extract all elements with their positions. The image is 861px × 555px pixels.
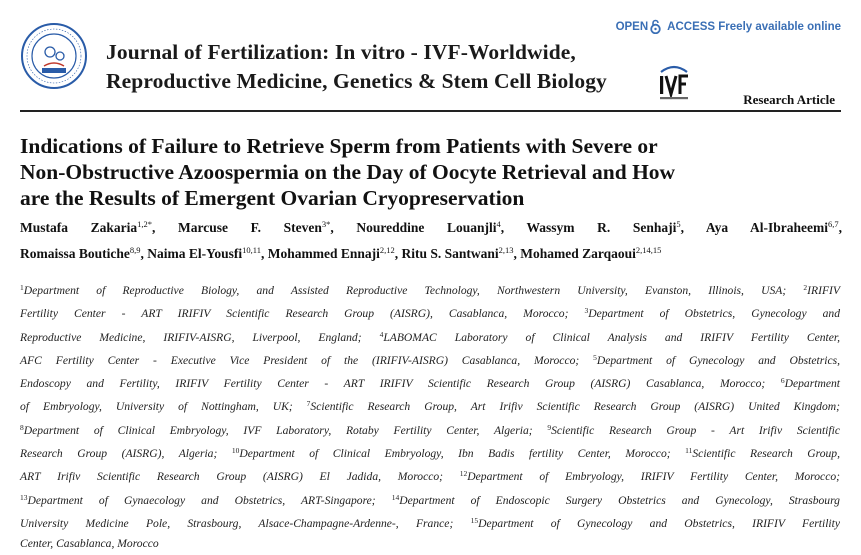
author-affiliation-marker: 1,2* — [137, 219, 152, 229]
affiliation-text: Department — [784, 377, 840, 391]
author-name: Ritu S. Santwani — [401, 246, 499, 261]
author-name: Mohamed Zarqaoui — [520, 246, 636, 261]
author-separator: , — [330, 220, 357, 235]
author-affiliation-marker: 3* — [321, 219, 331, 229]
affiliation-text: Scientific Research Group - Art Irifiv Scientific — [551, 423, 840, 437]
author-affiliation-marker: 2,13 — [498, 245, 514, 255]
affiliation-number: 14 — [391, 492, 400, 502]
open-access-lock-icon — [650, 19, 661, 34]
affiliation-text: Department of Clinical Embryology, IVF Laboratory, Rotaby Fertility Center, Algeria; — [23, 423, 548, 437]
author-line — [20, 213, 842, 239]
affiliation-text: Endoscopy and Fertility, IRIFIV Fertility Center - ART IRIFIV Scientific Research Group (AISRG) Casablanca, Morocco; — [20, 377, 781, 391]
author-name: Naima El-Yousfi — [147, 246, 243, 261]
affiliation-text: Scientific Research Group, Art Irifiv Scientific Research Group (AISRG) United Kingdom; — [310, 400, 840, 414]
open-access-prefix: OPEN — [615, 20, 649, 33]
affiliation-text: Department of Gynecology and Obstetrics, — [596, 353, 841, 367]
affiliation-text: AFC Fertility Center - Executive Vice President of the (IRIFIV-AISRG) Casablanca, Morocco; — [20, 353, 594, 367]
affiliation-text: Center, Casablanca, Morocco — [20, 537, 159, 551]
affiliation-text: IRIFIV — [807, 284, 840, 297]
affiliation-text: Department of Gynecology and Obstetrics, IRIFIV Fertility — [478, 516, 841, 530]
affiliation-line — [20, 488, 840, 511]
affiliation-line — [20, 464, 840, 487]
affiliation-number: 8 — [20, 422, 24, 432]
affiliation-line — [20, 394, 840, 417]
affiliation-number: 7 — [306, 399, 311, 409]
affiliation-line — [20, 418, 840, 441]
author-affiliation-marker: 2,12 — [379, 245, 395, 255]
affiliation-text: ART Irifiv Scientific Research Group (AISRG) El Jadida, Morocco; — [20, 470, 460, 484]
affiliation-number: 13 — [20, 492, 28, 502]
author-separator: , — [513, 246, 521, 261]
author-name: Wassym R. Senhaji — [526, 220, 677, 235]
author-separator: , — [260, 246, 268, 261]
article-type-label: Research Article — [743, 92, 835, 107]
affiliation-line — [20, 325, 840, 348]
affiliation-line — [20, 371, 840, 394]
affiliation-text: Department of Obstetrics, Gynecology and — [588, 307, 840, 321]
affiliation-number: 10 — [231, 446, 240, 456]
author-affiliation-marker: 6,7 — [827, 219, 839, 229]
affiliation-text: Fertility Center - ART IRIFIV Scientific Research Group (AISRG), Casablanca, Morocco; — [20, 307, 585, 321]
author-name: Noureddine Louanjli — [356, 220, 497, 235]
author-affiliation-marker: 8,9 — [129, 245, 141, 255]
affiliation-number: 6 — [780, 376, 785, 386]
article-title — [20, 133, 840, 211]
author-name: Romaissa Boutiche — [20, 246, 130, 261]
affiliation-line — [20, 278, 840, 301]
author-affiliation-marker: 4 — [496, 219, 501, 229]
affiliation-number: 2 — [803, 283, 808, 292]
author-separator: , — [680, 220, 706, 235]
article-title-line-1: Indications of Failure to Retrieve Sperm from Patients with Severe or — [20, 134, 658, 158]
journal-seal-icon — [20, 22, 88, 90]
article-title-line-3: are the Results of Emergent Ovarian Cryopreservation — [20, 186, 525, 210]
affiliation-text: Department of Endoscopic Surgery Obstetrics and Gynecology, Strasbourg — [399, 493, 840, 507]
affiliation-text: Research Group (AISRG), Algeria; — [20, 447, 232, 461]
open-access-badge — [616, 19, 841, 34]
author-name: Mohammed Ennaji — [267, 246, 380, 261]
header-divider — [20, 110, 841, 112]
journal-title — [106, 38, 607, 96]
author-name: Marcuse F. Steven — [178, 220, 322, 235]
affiliation-text: LABOMAC Laboratory of Clinical Analysis and IRIFIV Fertility Center, — [383, 330, 841, 344]
affiliation-number: 3 — [584, 306, 589, 316]
author-separator: , — [500, 220, 527, 235]
author-affiliation-marker: 2,14,15 — [635, 245, 662, 255]
author-name: Aya Al-Ibraheemi — [705, 220, 828, 235]
affiliation-line — [20, 348, 840, 371]
author-affiliation-marker: 10,11 — [242, 245, 261, 255]
affiliation-number: 9 — [547, 422, 552, 432]
affiliation-number: 15 — [470, 515, 479, 525]
affiliation-text: of Embryology, University of Nottingham, UK; — [20, 400, 307, 414]
author-separator: , — [394, 246, 402, 261]
author-name: Mustafa Zakaria — [20, 220, 138, 235]
affiliation-line — [20, 511, 840, 534]
affiliation-number: 1 — [20, 283, 24, 292]
affiliation-list — [20, 278, 840, 555]
affiliation-text: Department of Gynaecology and Obstetrics, ART-Singapore; — [27, 493, 392, 507]
author-line — [20, 239, 842, 265]
affiliation-text: University Medicine Pole, Strasbourg, Alsace-Champagne-Ardenne-, France; — [20, 516, 471, 530]
open-access-suffix: ACCESS Freely available online — [667, 20, 841, 33]
affiliation-line — [20, 301, 840, 324]
affiliation-text: Department of Embryology, IRIFIV Fertility Center, Morocco; — [467, 470, 841, 484]
author-separator: , — [838, 220, 842, 235]
affiliation-text: Department of Reproductive Biology, and Assisted Reproductive Technology, Northwestern University, Evanston, Illinois, USA; — [23, 284, 804, 297]
article-title-line-2: Non-Obstructive Azoospermia on the Day of Oocyte Retrieval and How — [20, 160, 676, 184]
author-list — [20, 213, 842, 265]
affiliation-text: Scientific Research Group, — [692, 447, 840, 461]
affiliation-text: Department of Clinical Embryology, Ibn Badis fertility Center, Morocco; — [239, 447, 686, 461]
author-affiliation-marker: 5 — [676, 219, 681, 229]
ivf-logo-icon — [655, 64, 693, 104]
journal-title-line-1: Journal of Fertilization: In vitro - IVF-Worldwide, — [106, 40, 576, 64]
affiliation-text: Reproductive Medicine, IRIFIV-AISRG, Liverpool, England; — [20, 330, 380, 344]
affiliation-line — [20, 534, 840, 554]
affiliation-number: 12 — [459, 469, 468, 479]
affiliation-line — [20, 441, 840, 464]
author-separator: , — [140, 246, 148, 261]
author-separator: , — [152, 220, 178, 235]
affiliation-number: 4 — [379, 329, 384, 339]
journal-title-line-2: Reproductive Medicine, Genetics & Stem Cell Biology — [106, 69, 607, 93]
affiliation-number: 5 — [593, 352, 597, 362]
affiliation-number: 11 — [685, 446, 693, 456]
